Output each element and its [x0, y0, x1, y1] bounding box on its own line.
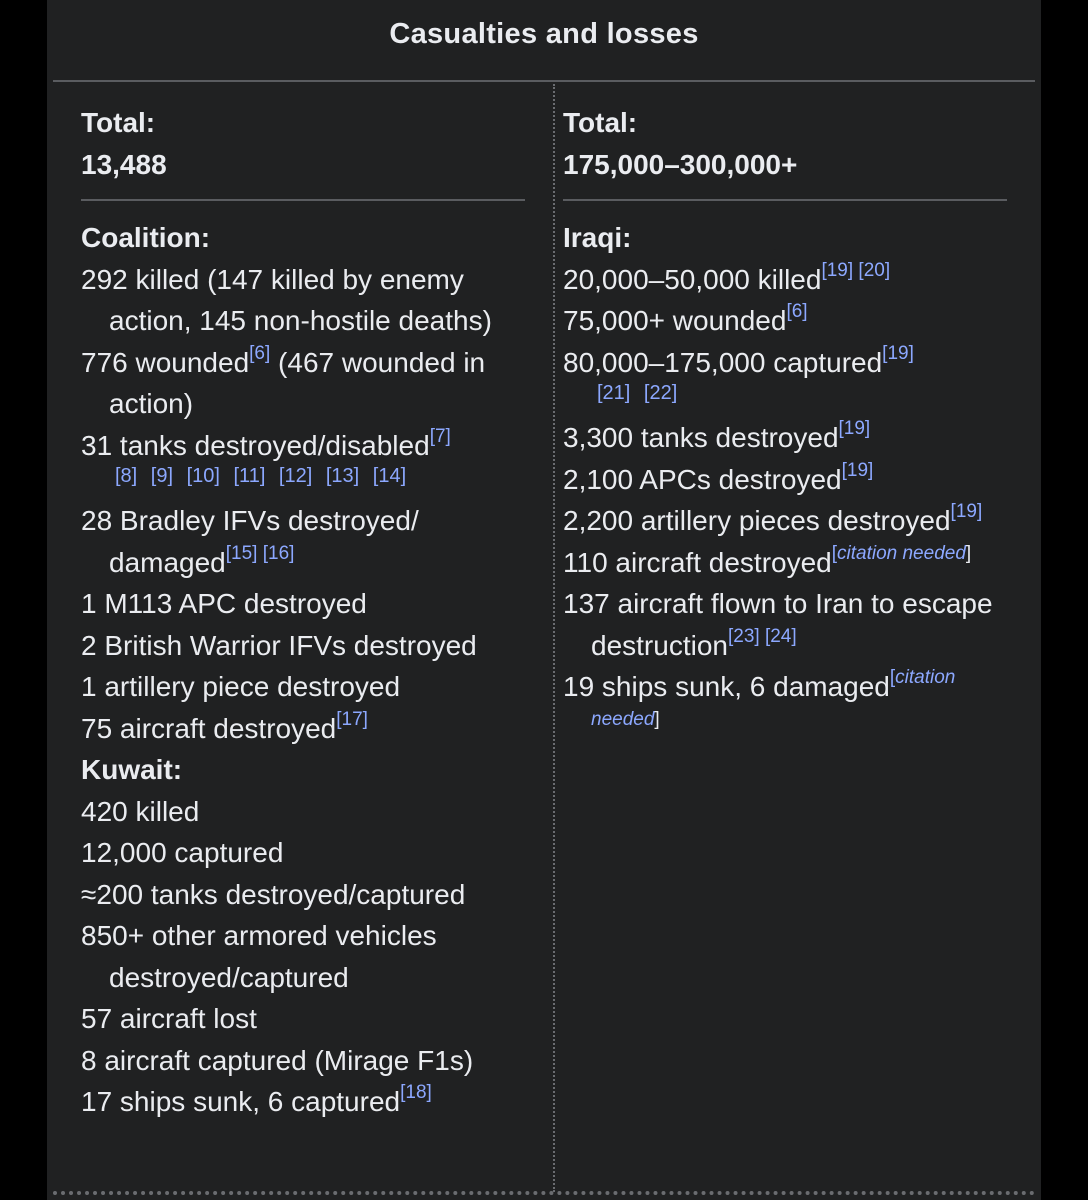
list-item [81, 832, 531, 874]
item-text: 12,000 captured [81, 837, 284, 868]
list-item [81, 425, 531, 467]
title-divider [53, 80, 1035, 82]
list-item [81, 915, 531, 998]
citation-needed-text: citation needed [591, 667, 956, 730]
list-item [563, 417, 1013, 459]
citation-link[interactable]: [19] [20] [821, 259, 891, 281]
citation-link[interactable]: [19] [950, 501, 983, 522]
list-item [563, 459, 1013, 501]
citation-link[interactable]: [23] [24] [727, 625, 797, 647]
item-text: 8 aircraft captured (Mirage F1s) [81, 1044, 474, 1076]
total-label: Total: [81, 107, 156, 138]
list-item [563, 583, 1013, 666]
section-title: Casualties and losses [389, 18, 699, 50]
bottom-divider [53, 1191, 1035, 1195]
item-text: ≈200 tanks destroyed/captured [81, 878, 466, 910]
group-list [81, 217, 531, 1123]
citation-link[interactable]: [6] [786, 301, 808, 322]
list-item [563, 666, 1013, 749]
item-text: 80,000–175,000 captured [563, 346, 883, 378]
list-item [81, 791, 531, 833]
total-label: Total: [563, 107, 638, 138]
group-heading: Iraqi: [563, 222, 632, 253]
iraqi-column [563, 102, 1013, 749]
group-heading: Kuwait: [81, 754, 183, 785]
citation-link[interactable]: [19] [838, 418, 871, 439]
item-text: 137 aircraft flown to Iran to escape destruction [563, 588, 993, 661]
item-text: 850+ other armored vehicles destroyed/captured [81, 920, 437, 993]
item-text: 2,100 APCs destroyed [563, 463, 842, 495]
list-item [563, 259, 1013, 301]
item-text: 31 tanks destroyed/disabled [81, 429, 430, 461]
list-item [81, 998, 531, 1040]
item-text: 110 aircraft destroyed [563, 546, 832, 578]
item-text: 17 ships sunk, 6 captured [81, 1086, 401, 1117]
list-item [81, 1040, 531, 1082]
citation-links[interactable]: [21] [22] [597, 382, 678, 404]
citation-link[interactable]: [17] [336, 708, 368, 730]
item-text: 75,000+ wounded [563, 305, 787, 336]
list-item [563, 500, 1013, 542]
list-item [81, 1081, 531, 1123]
citation-links[interactable]: [8] [9] [10] [11] [12] [13] [14] [115, 465, 407, 487]
item-text: 75 aircraft destroyed [81, 712, 337, 744]
list-item [81, 874, 531, 916]
item-text: 28 Bradley IFVs destroyed/ damaged [81, 505, 419, 578]
citation-needed-text: citation needed [837, 542, 966, 564]
item-text: 2 British Warrior IFVs destroyed [81, 629, 477, 661]
item-text: 19 ships sunk, 6 damaged [563, 671, 890, 702]
list-item [81, 583, 531, 625]
list-item [563, 342, 1013, 384]
list-item [81, 259, 531, 342]
coalition-column [81, 102, 531, 1123]
total-divider [81, 199, 525, 201]
list-item [81, 625, 531, 667]
citation-needed-link[interactable]: [citation needed] [831, 542, 972, 564]
item-text: 420 killed [81, 795, 200, 827]
total-divider [563, 199, 1007, 201]
item-text: 1 M113 APC destroyed [81, 588, 367, 619]
list-item [81, 666, 531, 708]
item-text-after: (467 wounded in action) [109, 346, 486, 419]
item-text: 292 killed (147 killed by enemy action, 145 non-hostile deaths) [81, 263, 492, 336]
citation-link[interactable]: [19] [841, 459, 874, 481]
item-text: 20,000–50,000 killed [563, 263, 822, 295]
citation-link[interactable]: [15] [16] [225, 542, 295, 564]
column-divider [553, 84, 555, 1192]
item-text: 3,300 tanks destroyed [563, 422, 839, 453]
list-item [81, 500, 531, 583]
item-text: 776 wounded [81, 346, 250, 378]
citation-link[interactable]: [19] [882, 342, 914, 364]
item-text: 57 aircraft lost [81, 1003, 257, 1034]
citation-link[interactable]: [18] [400, 1082, 432, 1103]
group-list [563, 217, 1013, 749]
citation-link[interactable]: [6] [249, 342, 271, 364]
list-item [81, 708, 531, 750]
item-text: 1 artillery piece destroyed [81, 671, 401, 702]
list-item [563, 300, 1013, 342]
list-item [563, 542, 1013, 584]
group-heading: Coalition: [81, 222, 211, 253]
total-value: 13,488 [81, 148, 167, 180]
list-item [81, 342, 531, 425]
citation-needed-link[interactable]: [citation needed] [591, 667, 956, 730]
casualties-panel [47, 0, 1041, 1200]
citation-link[interactable]: [7] [429, 425, 451, 447]
total-value: 175,000–300,000+ [563, 148, 798, 180]
item-text: 2,200 artillery pieces destroyed [563, 505, 951, 536]
